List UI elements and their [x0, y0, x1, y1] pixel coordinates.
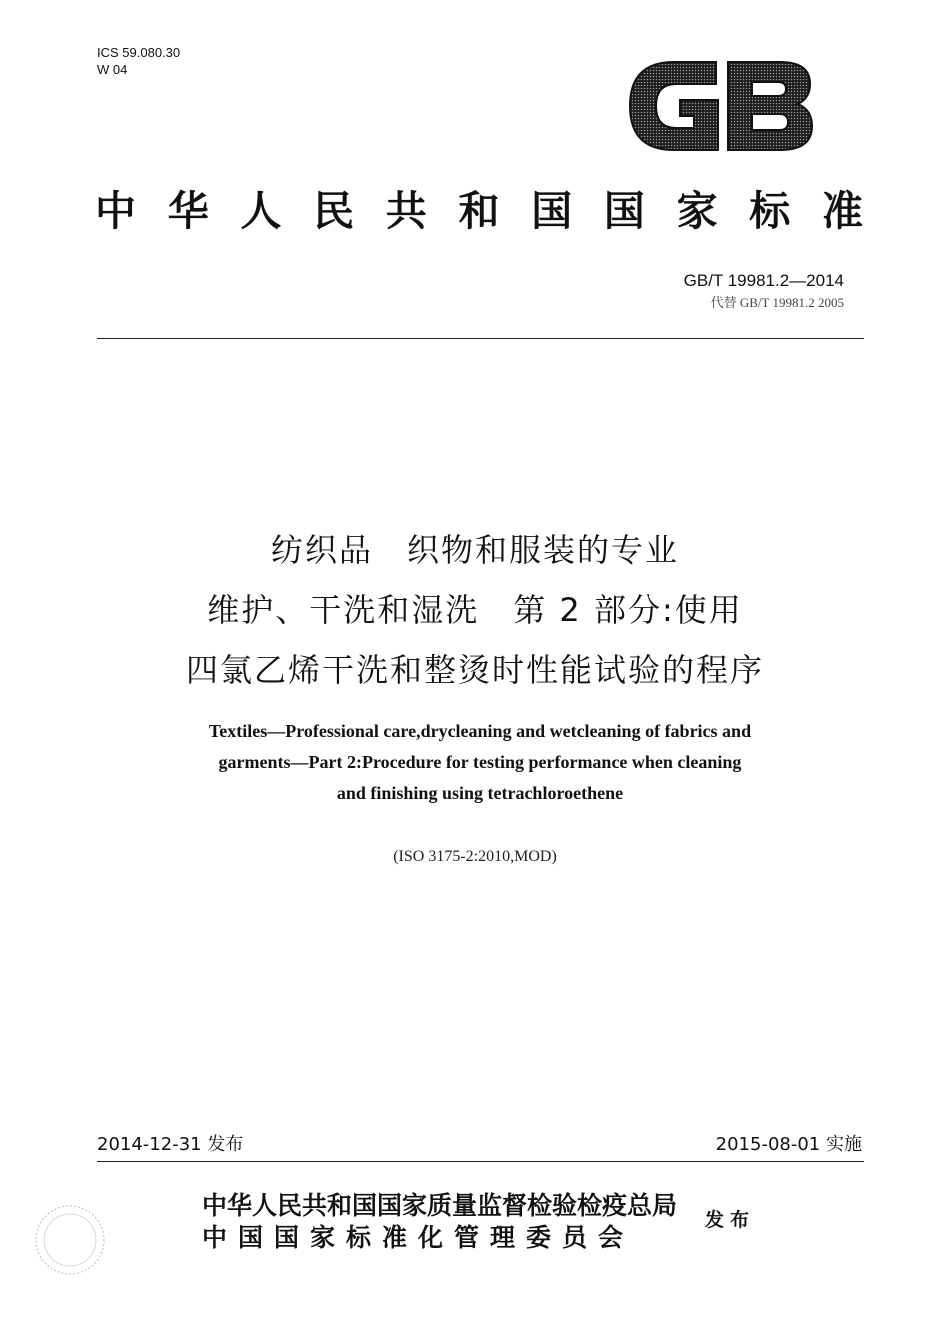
issuing-authorities — [202, 1190, 677, 1254]
document-title-zh — [60, 520, 890, 700]
gb-logo-icon — [628, 60, 814, 152]
title-zh-line: 纺织品 织物和服装的专业 — [270, 531, 679, 569]
issue-date: 2014-12-31 发布 — [97, 1134, 244, 1155]
replaced-standard: 代替 GB/T 19981.2 2005 — [710, 295, 844, 310]
title-en-line: Textiles—Professional care,drycleaning and wetcleaning of fabrics and — [208, 721, 752, 741]
ics-code: ICS 59.080.30 — [97, 45, 181, 60]
title-zh-line: 维护、干洗和湿洗 第 2 部分:使用 — [207, 591, 743, 629]
implementation-date: 2015-08-01 实施 — [715, 1134, 862, 1155]
library-stamp-icon — [30, 1200, 110, 1280]
ccs-code: W 04 — [97, 62, 128, 77]
issuer-aqsiq: 中华人民共和国国家质量监督检验检疫总局 — [202, 1191, 678, 1220]
standard-number: GB/T 19981.2—2014 — [683, 271, 844, 290]
ics-codes — [97, 44, 180, 78]
document-title-en — [120, 716, 840, 809]
header-divider — [97, 338, 864, 339]
issuer-sac: 中国国家标准化管理委员会 — [202, 1223, 635, 1252]
national-standard-title: 中华人民共和国国家标准 — [95, 187, 865, 235]
footer-divider — [97, 1161, 864, 1162]
title-en-line: garments—Part 2:Procedure for testing performance when cleaning — [218, 752, 742, 772]
title-zh-line: 四氯乙烯干洗和整烫时性能试验的程序 — [185, 651, 764, 689]
iso-reference: (ISO 3175-2:2010,MOD) — [393, 848, 557, 865]
title-en-line: and finishing using tetrachloroethene — [336, 783, 624, 803]
publish-label: 发布 — [705, 1209, 756, 1231]
